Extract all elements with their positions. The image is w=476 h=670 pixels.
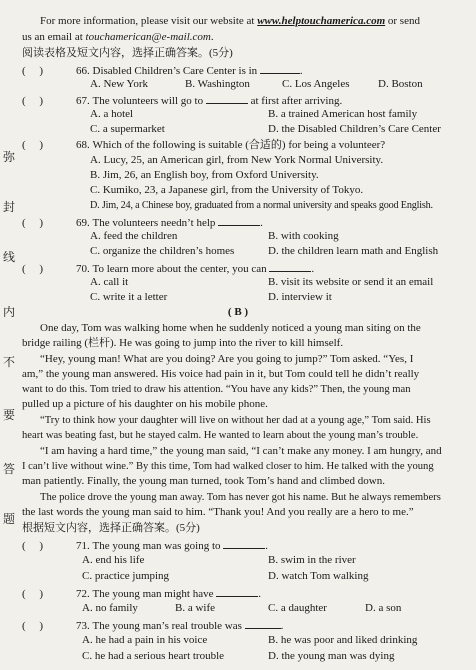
option: D. the young man was dying [268,650,395,662]
passage-line: “Hey, young man! What are you doing? Are you going to jump?” Tom asked. “Yes, I [40,353,414,365]
option: D. the children learn math and English [268,245,439,257]
option: B. with cooking [268,230,339,242]
option: C. write it a letter [90,291,168,303]
option: C. organize the children’s homes [90,245,235,257]
side-char: 题 [3,512,16,526]
question-73: ( ) 73. The young man’s real trouble was . [22,620,284,632]
question-68: ( ) 68. Which of the following is suitable (合适的) for being a volunteer? [22,139,386,151]
intro-line-1: For more information, please visit our website at www.helptouchamerica.com or send [40,15,420,27]
option: D. Boston [378,78,423,90]
side-char: 弥 [3,150,16,164]
question-69: ( ) 69. The volunteers needn’t help . [22,217,263,229]
passage-line: One day, Tom was walking home when he suddenly noticed a young man siting on the [40,322,421,334]
question-66: ( ) 66. Disabled Children’s Care Center is in . [22,65,303,77]
option: C. practice jumping [82,570,170,582]
option: B. Jim, 26, an English boy, from Oxford University. [90,169,319,181]
option: A. Lucy, 25, an American girl, from New York Normal University. [90,154,384,166]
instruction-b: 根据短文内容，选择正确答案。(5分) [22,522,200,534]
option: A. end his life [82,554,145,566]
option: D. interview it [268,291,332,303]
passage-line: want to do this. Tom tried to draw his attention. “You have any kids?” Then, the young man [22,384,411,395]
intro-line-2: us an email at touchamerican@e-mail.com. [22,31,214,43]
option: C. Los Angeles [282,78,350,90]
option: C. he had a serious heart trouble [82,650,225,662]
passage-line: bridge railing (栏杆). He was going to jump into the river to kill himself. [22,337,344,349]
website-link: www.helptouchamerica.com [257,15,386,27]
email-address: touchamerican@e-mail.com [85,31,211,43]
option: B. he was poor and liked drinking [268,634,418,646]
option: D. the Disabled Children’s Care Center [268,123,441,135]
passage-line: The police drove the young man away. Tom has never got his name. But he always remembers [40,492,441,503]
option: B. a wife [175,602,216,614]
side-char: 线 [3,250,16,264]
option: C. Kumiko, 23, a Japanese girl, from the University of Tokyo. [90,184,364,196]
option: D. a son [365,602,402,614]
option: C. a supermarket [90,123,165,135]
option: C. a daughter [268,602,327,614]
passage-line: am,” the young man answered. His voice had pain in it, but Tom could tell he didn’t really [22,368,420,380]
instruction-a: 阅读表格及短文内容，选择正确答案。(5分) [22,47,233,59]
side-char: 不 [3,355,16,369]
passage-line: “I am having a hard time,” the young man said, “I can’t make any money. I am hungry, and [40,445,442,457]
side-char: 封 [3,200,16,214]
question-67: ( ) 67. The volunteers will go to at first after arriving. [22,95,343,107]
section-b-heading: ( B ) [227,306,249,318]
option: B. Washington [185,78,250,90]
option: A. call it [90,276,129,288]
passage-line: heart was beating fast, but he stayed calm. He wanted to learn about the young man’s trouble. [22,430,419,441]
option: D. Jim, 24, a Chinese boy, graduated from a normal university and speaks good English. [90,200,433,211]
passage-line: the last words the young man said to him. “Thank you! And you really are a hero to me.” [22,506,414,518]
passage-line: man patiently. Finally, the young man turned, took Tom’s hand and climbed down. [22,475,385,487]
question-72: ( ) 72. The young man might have . [22,588,261,600]
option: A. no family [82,602,138,614]
option: A. New York [90,78,149,90]
side-char: 答 [3,462,16,476]
option: B. swim in the river [268,554,356,566]
option: A. feed the children [90,230,178,242]
passage-line: pulled up a picture of his daughter on his mobile phone. [22,398,268,410]
question-70: ( ) 70. To learn more about the center, you can . [22,263,315,275]
option: A. a hotel [90,108,134,120]
side-char: 要 [3,408,16,422]
passage-line: “Try to think how your daughter will live on without her dad at a young age,” Tom said. His [40,415,431,426]
side-char: 内 [3,305,16,319]
option: B. visit its website or send it an email [268,276,434,288]
option: D. watch Tom walking [268,570,369,582]
passage-line: I can’t live without wine.” By this time, Tom had walked closer to him. He talked with the young [22,461,434,472]
option: A. he had a pain in his voice [82,634,208,646]
question-71: ( ) 71. The young man was going to . [22,540,269,552]
option: B. a trained American host family [268,108,418,120]
